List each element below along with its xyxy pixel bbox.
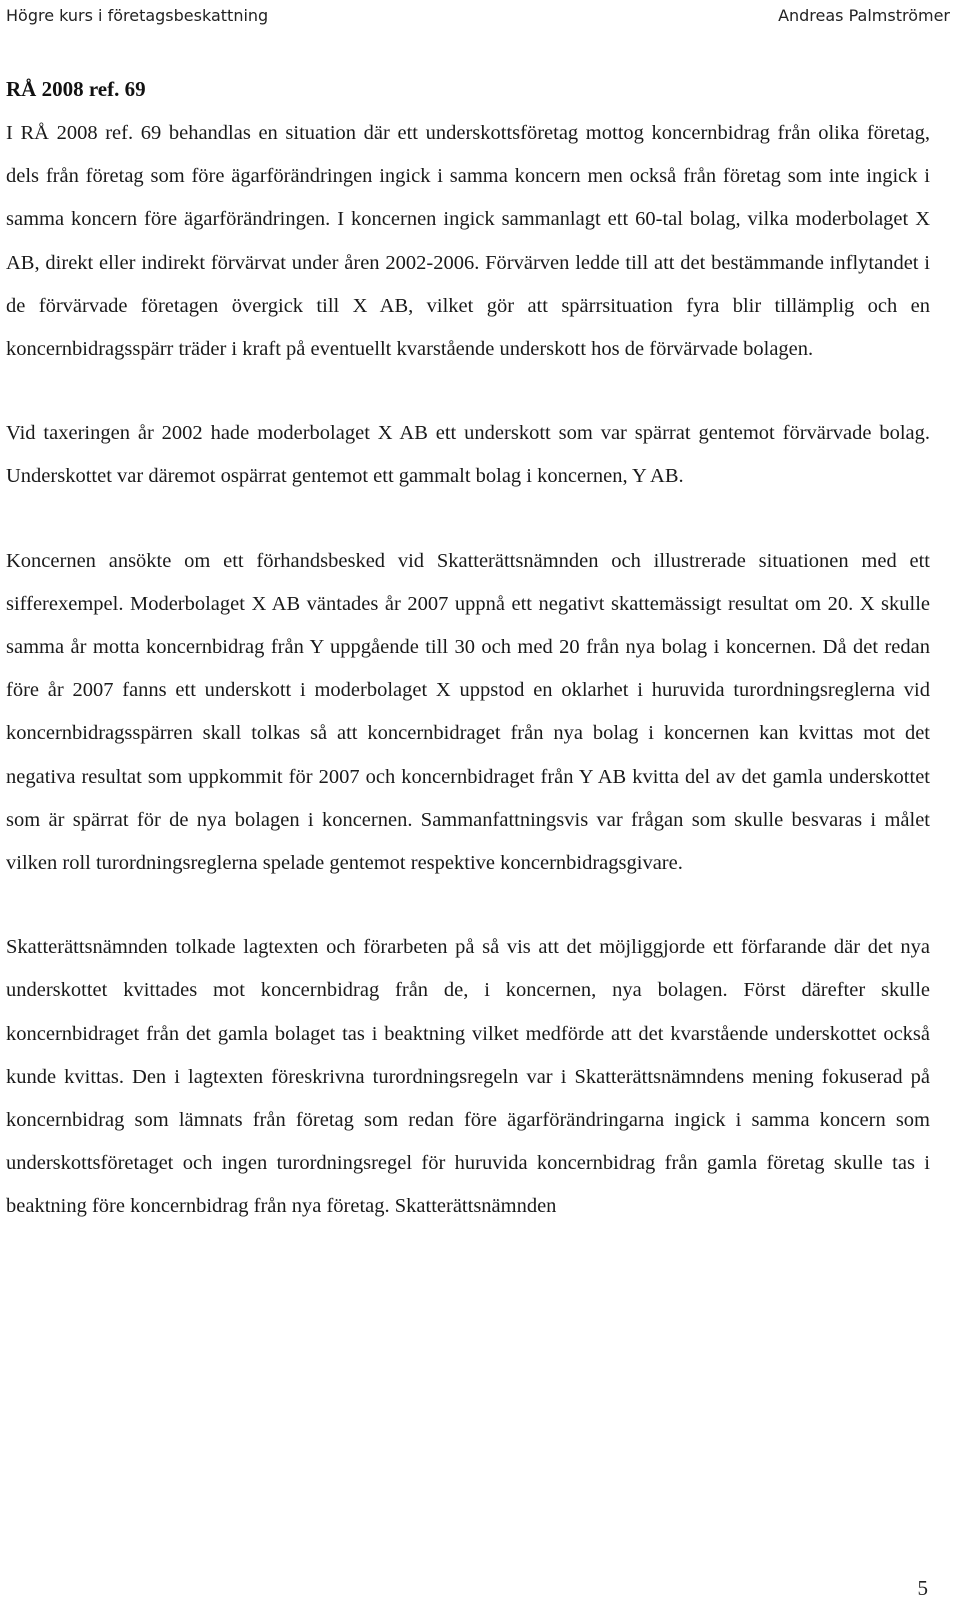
- header-course-title: Högre kurs i företagsbeskattning: [6, 5, 269, 25]
- paragraph-spacer: [6, 371, 930, 412]
- paragraph-interpretation: Skatterättsnämnden tolkade lagtexten och förarbeten på så vis att det möjliggjorde ett förfarande där det nya underskottet kvittades mot koncernbidrag från de, i koncernen, nya bolagen. Först därefter skulle koncernbidraget från det gamla bolaget tas i beaktning vilket medförde att det kvarstående underskottet också kunde kvittas. Den i lagtexten föreskrivna turordningsregeln var i Skatterättsnämndens mening fokuserad på koncernbidrag som lämnats från företag som redan före ägarförändringarna ingick i samma koncern som underskottsföretaget och ingen turordningsregel för huruvida koncernbidrag från gamla företag skulle tas i beaktning före koncernbidrag från nya företag. Skatterättsnämnden: [6, 936, 930, 1218]
- paragraph-taxation: Vid taxeringen år 2002 hade moderbolaget X AB ett underskott som var spärrat gentemot förvärvade bolag. Underskottet var däremot ospärrat gentemot ett gammalt bolag i koncernen, Y AB.: [6, 422, 930, 488]
- running-header: [6, 2, 950, 28]
- paragraph-spacer: [6, 499, 930, 540]
- header-author: Andreas Palmströmer: [778, 5, 950, 25]
- page-number: 5: [917, 1576, 928, 1600]
- paragraph-spacer: [6, 885, 930, 926]
- paragraph-intro: I RÅ 2008 ref. 69 behandlas en situation där ett underskottsföretag mottog koncernbidrag från olika företag, dels från företag som före ägarförändringen ingick i samma koncern men också från företag som inte ingick i samma koncern före ägarförändringen. I koncernen ingick sammanlagt ett 60-tal bolag, vilka moderbolaget X AB, direkt eller indirekt förvärvat under åren 2002-2006. Förvärven ledde till att det bestämmande inflytandet i de förvärvade företagen övergick till X AB, vilket gör att spärrsituation fyra blir tillämplig och en koncernbidragsspärr träder i kraft på eventuellt kvarstående underskott hos de förvärvade bolagen.: [6, 122, 930, 361]
- section-title: RÅ 2008 ref. 69: [6, 77, 146, 101]
- paragraph-application: Koncernen ansökte om ett förhandsbesked vid Skatterättsnämnden och illustrerade situationen med ett sifferexempel. Moderbolaget X AB väntades år 2007 uppnå ett negativt skattemässigt resultat om 20. X skulle samma år motta koncernbidrag från Y uppgående till 30 och med 20 från nya bolag i koncernen. Då det redan före år 2007 fanns ett underskott i moderbolaget X uppstod en oklarhet i huruvida turordningsreglerna vid koncernbidragsspärren skall tolkas så att koncernbidraget från nya bolag i koncernen kan kvittas mot det negativa resultat som uppkommit för 2007 och koncernbidraget från Y AB kvitta del av det gamla underskottet som är spärrat för de nya bolagen i koncernen. Sammanfattningsvis var frågan som skulle besvaras i målet vilken roll turordningsreglerna spelade gentemot respektive koncernbidragsgivare.: [6, 549, 930, 875]
- document-body: [6, 112, 930, 1229]
